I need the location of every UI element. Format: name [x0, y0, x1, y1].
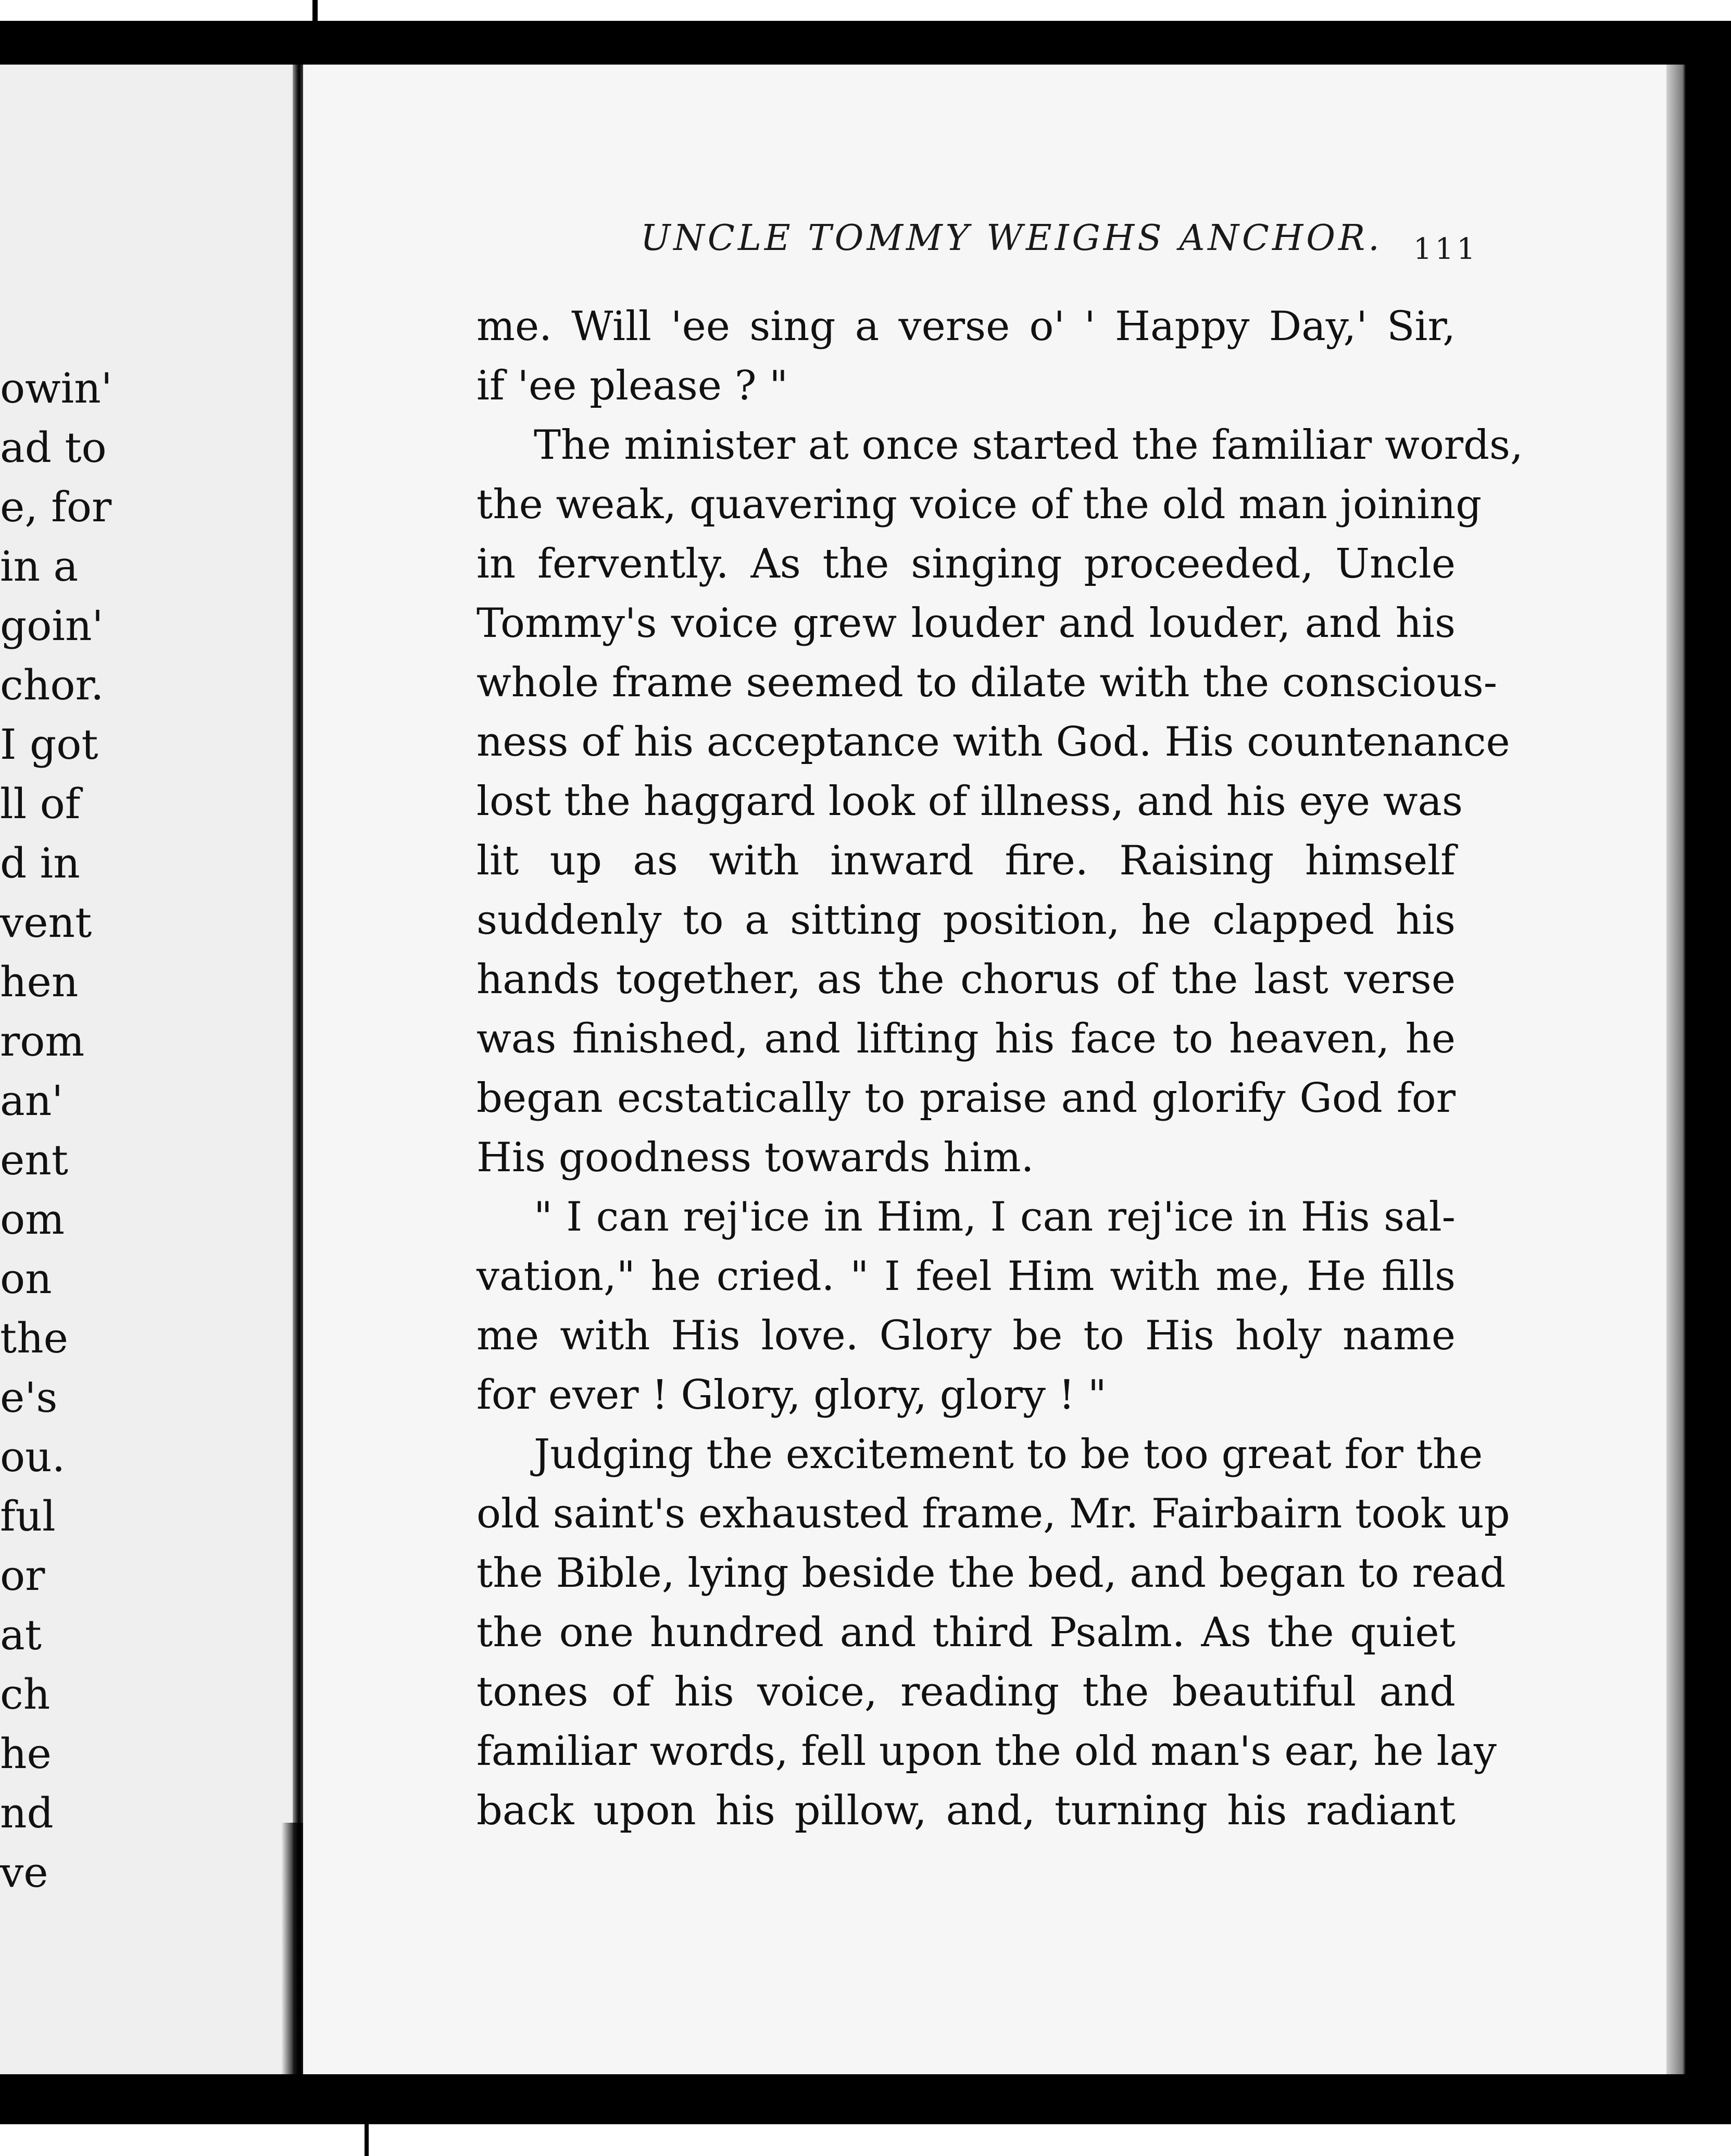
previous-page-line: goin': [0, 601, 104, 650]
running-head: UNCLE TOMMY WEIGHS ANCHOR.: [641, 218, 1383, 259]
text-line: Judging the excitement to be too great for the: [534, 1431, 1483, 1478]
text-line: me with His love. Glory be to His holy name: [476, 1312, 1456, 1359]
previous-page-line: he: [0, 1729, 52, 1778]
previous-page-line: the: [0, 1314, 69, 1362]
text-line: the one hundred and third Psalm. As the quiet: [476, 1609, 1456, 1656]
text-line: whole frame seemed to dilate with the conscious-: [476, 659, 1498, 706]
previous-page-line: nd: [0, 1789, 54, 1837]
text-line: the Bible, lying beside the bed, and began to read: [476, 1550, 1506, 1597]
previous-page-line: in a: [0, 542, 79, 591]
text-line: vation," he cried. " I feel Him with me, He fills: [476, 1253, 1456, 1300]
previous-page-text: [0, 359, 292, 1902]
previous-page: [0, 65, 302, 2074]
previous-page-line: ch: [0, 1670, 51, 1719]
previous-page-line: or: [0, 1551, 45, 1600]
text-line: was finished, and lifting his face to heaven, he: [476, 1016, 1456, 1062]
previous-page-line: rom: [0, 1017, 85, 1066]
previous-page-line: vent: [0, 898, 92, 947]
text-line: for ever ! Glory, glory, glory ! ": [476, 1372, 1107, 1419]
text-line: began ecstatically to praise and glorify God for: [476, 1075, 1456, 1122]
previous-page-line: e's: [0, 1373, 58, 1422]
text-line: me. Will 'ee sing a verse o' ' Happy Day,' Sir,: [476, 303, 1456, 350]
text-line: suddenly to a sitting position, he clapped his: [476, 897, 1456, 944]
previous-page-line: hen: [0, 958, 79, 1006]
book-gutter: [293, 65, 303, 2074]
text-line: back upon his pillow, and, turning his radiant: [476, 1787, 1456, 1834]
text-line: lit up as with inward fire. Raising himself: [476, 837, 1456, 884]
previous-page-line: e, for: [0, 483, 112, 531]
scan-edge-mark: [312, 0, 318, 21]
text-line: the weak, quavering voice of the old man joining: [476, 481, 1482, 528]
text-line: The minister at once started the familiar words,: [534, 422, 1523, 469]
scan-border-bottom: [0, 2074, 1731, 2124]
text-line: in fervently. As the singing proceeded, Uncle: [476, 541, 1456, 587]
scan-margin-bottom: [0, 2124, 1731, 2156]
scan-border-right: [1666, 65, 1731, 2074]
text-line: " I can rej'ice in Him, I can rej'ice in His sal-: [534, 1194, 1456, 1240]
previous-page-line: ve: [0, 1848, 48, 1897]
previous-page-line: at: [0, 1611, 42, 1659]
text-line: old saint's exhausted frame, Mr. Fairbairn took up: [476, 1490, 1510, 1537]
page-body-text: [476, 297, 1523, 1840]
previous-page-line: on: [0, 1255, 52, 1303]
scan-edge-mark-bottom: [365, 2124, 369, 2156]
previous-page-line: chor.: [0, 661, 104, 709]
previous-page-line: ent: [0, 1136, 69, 1184]
previous-page-line: owin': [0, 364, 112, 412]
previous-page-line: an': [0, 1076, 64, 1125]
previous-page-line: om: [0, 1195, 65, 1244]
text-line: if 'ee please ? ": [476, 362, 788, 409]
text-line: lost the haggard look of illness, and his eye was: [476, 778, 1463, 825]
scan-border-top: [0, 21, 1731, 65]
text-line: tones of his voice, reading the beautiful and: [476, 1669, 1456, 1715]
page-number: 111: [1413, 232, 1478, 266]
previous-page-line: ou.: [0, 1433, 66, 1481]
previous-page-line: ad to: [0, 423, 107, 472]
text-line: Tommy's voice grew louder and louder, and his: [476, 600, 1456, 647]
text-line: His goodness towards him.: [476, 1134, 1034, 1181]
text-line: ness of his acceptance with God. His countenance: [476, 719, 1510, 766]
previous-page-line: ful: [0, 1492, 56, 1540]
text-line: hands together, as the chorus of the last verse: [476, 956, 1456, 1003]
previous-page-line: I got: [0, 720, 98, 769]
text-line: familiar words, fell upon the old man's ear, he lay: [476, 1728, 1497, 1775]
previous-page-line: ll of: [0, 780, 81, 828]
previous-page-line: d in: [0, 839, 80, 887]
